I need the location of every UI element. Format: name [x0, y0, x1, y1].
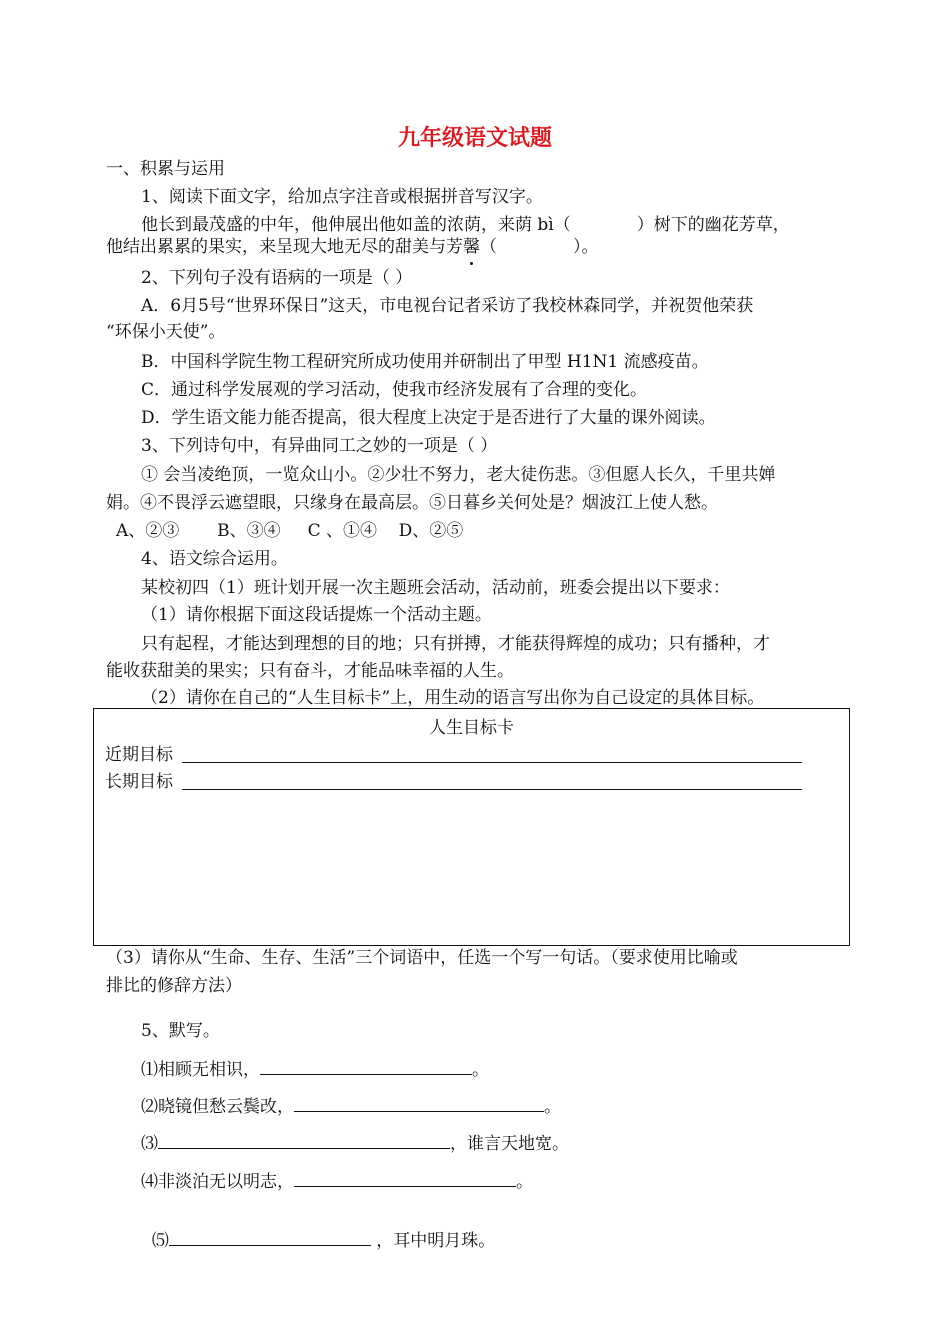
q2-option-b: B．中国科学院生物工程研究所成功使用并研制出了甲型 H1N1 流感疫苗。: [141, 352, 709, 372]
q4-sub2: （2）请你在自己的“人生目标卡”上，用生动的语言写出你为自己设定的具体目标。: [141, 688, 765, 708]
q1-line1: [141, 214, 790, 236]
dictation-2-prefix: ⑵晓镜但愁云鬓改，: [141, 1097, 294, 1117]
q4-sub3-line1: （3）请你从“生命、生存、生活”三个词语中，任选一个写一句话。（要求使用比喻或: [106, 948, 738, 968]
dictation-1-suffix: 。: [472, 1060, 489, 1080]
dictation-3-suffix: ，谁言天地宽。: [450, 1134, 569, 1154]
dictation-3-blank[interactable]: [158, 1132, 450, 1149]
q4-paragraph-line1: 只有起程，才能达到理想的目的地；只有拼搏，才能获得辉煌的成功；只有播种，才: [141, 634, 770, 654]
q4-prompt: 4、语文综合运用。: [141, 549, 288, 569]
q2-option-d: D．学生语文能力能否提高，很大程度上决定于是否进行了大量的课外阅读。: [141, 408, 716, 428]
q1-line2-text-a: 他结出累累的果实，来呈现大地无尽的甜美与芳: [106, 237, 463, 257]
dictation-2-blank[interactable]: [294, 1095, 544, 1112]
q1-line1-text-b: ）树下的幽花芳草，: [636, 215, 790, 235]
q1-line2-text-b: （: [480, 237, 497, 257]
dictation-5-blank[interactable]: [169, 1229, 371, 1246]
q1-line2-text-c: ）。: [573, 237, 599, 257]
dictation-1-prefix: ⑴相顾无相识，: [141, 1060, 260, 1080]
q3-options: A、②③ B、③④ C 、①④ D、②⑤: [116, 521, 464, 541]
dictation-item-3: [141, 1132, 569, 1155]
dictation-item-4: [141, 1170, 533, 1193]
dictation-item-5: [141, 1207, 495, 1252]
q1-prompt: 1、阅读下面文字，给加点字注音或根据拼音写汉字。: [141, 187, 543, 207]
q2-prompt: 2、下列句子没有语病的一项是（ ）: [141, 268, 413, 288]
q4-intro: 某校初四（1）班计划开展一次主题班会活动，活动前，班委会提出以下要求：: [141, 578, 730, 598]
dictation-4-blank[interactable]: [294, 1170, 516, 1187]
dictation-5-suffix: ，耳中明月珠。: [370, 1231, 496, 1251]
dictation-2-suffix: 。: [544, 1097, 561, 1117]
q4-sub1: （1）请你根据下面这段话提炼一个活动主题。: [141, 605, 492, 625]
q3-poem-line1: ① 会当凌绝顶，一览众山小。②少壮不努力，老大徒伤悲。③但愿人长久，千里共婵: [141, 465, 776, 485]
dictation-5-prefix: ⑸: [151, 1231, 169, 1251]
dictation-3-prefix: ⑶: [141, 1134, 158, 1154]
life-goal-card: [93, 708, 850, 946]
card-title: 人生目标卡: [429, 718, 514, 738]
q2-option-a-line2: “环保小天使”。: [106, 322, 226, 342]
q4-sub3-line2: 排比的修辞方法）: [106, 976, 242, 996]
q5-prompt: 5、默写。: [141, 1021, 220, 1041]
q1-line1-text-a: 他长到最茂盛的中年，他伸展出他如盖的浓荫，来荫 bì（: [141, 215, 571, 235]
near-goal-answer-line[interactable]: [182, 762, 802, 763]
far-goal-label: 长期目标: [105, 772, 173, 792]
section-heading: 一、积累与运用: [106, 159, 225, 179]
near-goal-label: 近期目标: [105, 745, 173, 765]
dictation-4-prefix: ⑷非淡泊无以明志，: [141, 1172, 294, 1192]
dictation-item-1: [141, 1058, 489, 1081]
q2-option-c: C．通过科学发展观的学习活动，使我市经济发展有了合理的变化。: [141, 380, 648, 400]
page-title: 九年级语文试题: [397, 125, 552, 151]
dictation-item-2: [141, 1095, 561, 1118]
q3-poem-line2: 娟。④不畏浮云遮望眼，只缘身在最高层。⑤日暮乡关何处是？烟波江上使人愁。: [106, 493, 718, 513]
q3-prompt: 3、下列诗句中，有异曲同工之妙的一项是（ ）: [141, 436, 498, 456]
q4-paragraph-line2: 能收获甜美的果实；只有奋斗，才能品味幸福的人生。: [106, 661, 514, 681]
dictation-4-suffix: 。: [516, 1172, 533, 1192]
q1-line2: [106, 236, 599, 258]
far-goal-answer-line[interactable]: [182, 789, 802, 790]
dictation-1-blank[interactable]: [260, 1058, 472, 1075]
dotted-character: 馨: [463, 237, 480, 257]
q2-option-a-line1: A．6月5号“世界环保日”这天，市电视台记者采访了我校林森同学，并祝贺他荣获: [141, 296, 754, 316]
